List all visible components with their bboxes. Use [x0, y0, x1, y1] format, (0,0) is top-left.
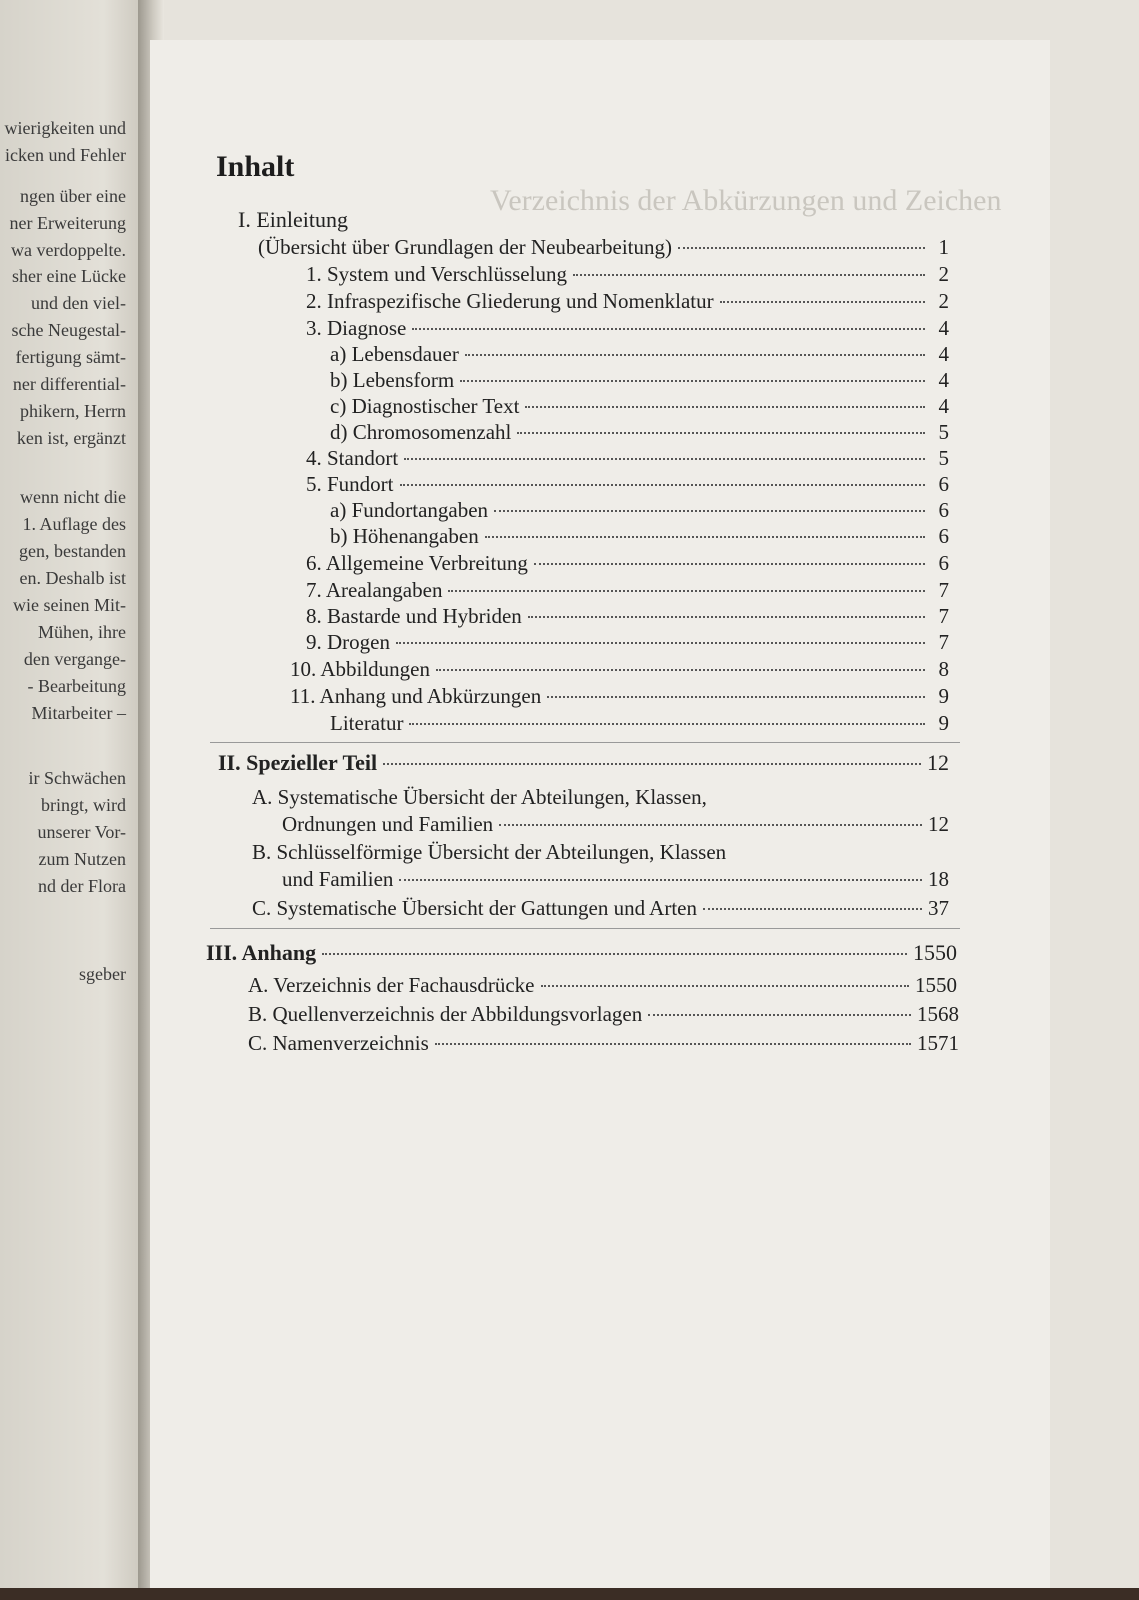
toc-entry-page: 4: [938, 368, 949, 392]
toc-entry-label: 4. Standort: [306, 446, 399, 470]
toc-entry-label: (Übersicht über Grundlagen der Neubearbeitung): [258, 235, 673, 259]
toc-entry-page: 1550: [913, 940, 957, 965]
toc-entry-page: 1571: [917, 1031, 959, 1055]
toc-entry[interactable]: [290, 657, 949, 682]
toc-entry[interactable]: [252, 896, 949, 921]
toc-leader-dots: [485, 536, 925, 538]
toc-entry[interactable]: [330, 394, 949, 419]
toc-section-label: II. Spezieller Teil: [218, 750, 378, 775]
toc-leader-dots: [528, 616, 925, 618]
toc-entry-page: 2: [938, 262, 949, 286]
toc-leader-dots: [720, 301, 925, 303]
toc-entry[interactable]: [330, 711, 949, 736]
toc-leader-dots: [534, 563, 925, 565]
toc-entry-page: 4: [938, 394, 949, 418]
toc-entry-label: 6. Allgemeine Verbreitung: [306, 551, 528, 575]
left-page-line: ken ist, ergänzt: [16, 428, 126, 448]
toc-leader-dots: [383, 763, 921, 765]
left-page-line: ngen über eine: [20, 186, 126, 206]
toc-leader-dots: [404, 458, 925, 460]
toc-entry-page: 6: [938, 498, 949, 522]
toc-leader-dots: [322, 953, 907, 955]
toc-entry-label: 2. Infraspezifische Gliederung und Nomenklatur: [306, 289, 714, 313]
toc-entry[interactable]: [330, 368, 949, 393]
toc-entry-label: b) Lebensform: [330, 368, 455, 392]
toc-entry-line2[interactable]: [282, 812, 949, 837]
bleed-through-title: Verzeichnis der Abkürzungen und Zeichen: [490, 184, 1002, 217]
toc-entry-page: 6: [938, 551, 949, 575]
toc-entry-page: 9: [938, 684, 949, 708]
toc-leader-dots: [412, 328, 925, 330]
left-page-line: - Bearbeitung: [27, 676, 126, 696]
left-page-line: ner differential-: [12, 374, 126, 394]
left-page-line: den vergange-: [23, 649, 126, 669]
toc-entry-page: 6: [938, 472, 949, 496]
toc-entry-label: 9. Drogen: [306, 630, 390, 654]
toc-entry[interactable]: [306, 289, 949, 314]
toc-entry-label: 5. Fundort: [306, 472, 394, 496]
toc-title: Inhalt: [216, 150, 295, 183]
toc-entry[interactable]: [330, 342, 949, 367]
toc-section-heading[interactable]: [218, 750, 949, 776]
toc-entry-page: 1550: [915, 973, 957, 997]
toc-leader-dots: [448, 590, 925, 592]
toc-leader-dots: [465, 354, 925, 356]
left-page-line: wierigkeiten und: [4, 118, 126, 138]
toc-leader-dots: [648, 1014, 911, 1016]
left-page-line: ner Erweiterung: [9, 213, 126, 233]
toc-section-heading[interactable]: [206, 940, 957, 966]
left-page-line: sche Neugestal-: [11, 320, 126, 340]
left-page-line: sher eine Lücke: [12, 266, 126, 286]
toc-entry-line1[interactable]: [252, 840, 726, 865]
toc-entry-page: 1: [938, 235, 949, 259]
toc-entry-label: B. Schlüsselförmige Übersicht der Abteilungen, Klassen: [252, 840, 727, 864]
left-page-line: zum Nutzen: [38, 849, 126, 869]
toc-entry-label: a) Fundortangaben: [330, 498, 489, 522]
toc-entry-page: 37: [928, 896, 949, 920]
toc-section-label: III. Anhang: [206, 940, 317, 965]
left-page-line: 1. Auflage des: [22, 514, 126, 534]
toc-entry-label: A. Systematische Übersicht der Abteilungen, Klassen,: [252, 785, 707, 809]
toc-entry[interactable]: [306, 262, 949, 287]
toc-entry-page: 2: [938, 289, 949, 313]
toc-entry-page: 4: [938, 342, 949, 366]
toc-entry-label: 1. System und Verschlüsselung: [306, 262, 567, 286]
left-page-line: wie seinen Mit-: [13, 595, 126, 615]
left-page-line: wenn nicht die: [20, 487, 126, 507]
section-divider: [210, 742, 960, 743]
left-page-line: gen, bestanden: [19, 541, 126, 561]
toc-leader-dots: [399, 879, 922, 881]
toc-entry-label: A. Verzeichnis der Fachausdrücke: [248, 973, 535, 997]
toc-entry-label: a) Lebensdauer: [330, 342, 459, 366]
toc-leader-dots: [525, 406, 925, 408]
toc-entry-page: 6: [938, 524, 949, 548]
toc-leader-dots: [435, 1043, 911, 1045]
toc-entry-label: 8. Bastarde und Hybriden: [306, 604, 522, 628]
toc-entry-line1[interactable]: [252, 785, 707, 810]
toc-entry-page: 5: [938, 420, 949, 444]
left-page-line: nd der Flora: [38, 876, 126, 896]
toc-leader-dots: [460, 380, 925, 382]
toc-entry-label: c) Diagnostischer Text: [330, 394, 520, 418]
toc-leader-dots: [678, 247, 925, 249]
toc-entry[interactable]: [306, 446, 949, 471]
toc-entry-label: Literatur: [330, 711, 404, 735]
toc-entry[interactable]: [306, 604, 949, 629]
toc-leader-dots: [494, 510, 925, 512]
toc-entry-page: 8: [938, 657, 949, 681]
left-page-line: Mühen, ihre: [38, 622, 126, 642]
section-divider: [210, 928, 960, 929]
toc-entry[interactable]: [306, 316, 949, 341]
toc-entry-page: 4: [938, 316, 949, 340]
toc-entry-label: d) Chromosomenzahl: [330, 420, 512, 444]
toc-entry-label: und Familien: [282, 867, 394, 891]
left-page-line: bringt, wird: [41, 795, 126, 815]
toc-entry-label: B. Quellenverzeichnis der Abbildungsvorlagen: [248, 1002, 643, 1026]
left-page-line: Mitarbeiter –: [31, 703, 126, 723]
toc-entry-label: b) Höhenangaben: [330, 524, 479, 548]
toc-leader-dots: [547, 696, 925, 698]
toc-entry-label: C. Namenverzeichnis: [248, 1031, 429, 1055]
toc-leader-dots: [703, 908, 922, 910]
toc-entry-label: 10. Abbildungen: [290, 657, 430, 681]
toc-leader-dots: [400, 484, 925, 486]
toc-entry-page: 7: [938, 578, 949, 602]
left-page-line: ir Schwächen: [28, 768, 126, 788]
left-page-line: fertigung sämt-: [15, 347, 126, 367]
toc-section-label: I. Einleitung: [238, 207, 348, 232]
toc-entry-page: 7: [938, 630, 949, 654]
toc-leader-dots: [396, 642, 925, 644]
toc-entry[interactable]: [306, 472, 949, 497]
toc-leader-dots: [517, 432, 925, 434]
toc-leader-dots: [573, 274, 925, 276]
toc-entry[interactable]: [306, 578, 949, 603]
toc-leader-dots: [499, 824, 922, 826]
left-page-line: sgeber: [79, 964, 126, 984]
left-page-line: wa verdoppelte.: [11, 240, 126, 260]
toc-entry-label: 3. Diagnose: [306, 316, 407, 340]
toc-entry[interactable]: [258, 235, 949, 260]
toc-entry-label: 11. Anhang und Abkürzungen: [290, 684, 542, 708]
toc-leader-dots: [541, 985, 909, 987]
toc-entry-page: 18: [928, 867, 949, 891]
toc-entry-line2[interactable]: [282, 867, 949, 892]
toc-entry[interactable]: [306, 551, 949, 576]
left-page-line: en. Deshalb ist: [19, 568, 126, 588]
toc-entry[interactable]: [248, 1031, 959, 1056]
toc-entry-page: 12: [927, 750, 949, 775]
toc-section-heading: [238, 207, 348, 233]
toc-entry[interactable]: [248, 973, 957, 998]
left-page-line: icken und Fehler: [5, 145, 126, 165]
toc-entry[interactable]: [330, 498, 949, 523]
toc-entry[interactable]: [330, 420, 949, 445]
toc-entry-page: 7: [938, 604, 949, 628]
toc-entry[interactable]: [306, 630, 949, 655]
toc-entry-page: 1568: [917, 1002, 959, 1026]
toc-entry-page: 12: [928, 812, 949, 836]
toc-entry-label: 7. Arealangaben: [306, 578, 443, 602]
toc-leader-dots: [409, 723, 925, 725]
left-page-line: unserer Vor-: [37, 822, 126, 842]
toc-entry-page: 5: [938, 446, 949, 470]
toc-leader-dots: [436, 669, 925, 671]
toc-entry-label: C. Systematische Übersicht der Gattungen und Arten: [252, 896, 697, 920]
toc-entry[interactable]: [330, 524, 949, 549]
left-page-line: und den viel-: [31, 293, 126, 313]
left-page-line: phikern, Herrn: [20, 401, 126, 421]
book-edge: [0, 1588, 1139, 1600]
toc-entry[interactable]: [290, 684, 949, 709]
toc-entry[interactable]: [248, 1002, 959, 1027]
toc-entry-label: Ordnungen und Familien: [282, 812, 494, 836]
toc-entry-page: 9: [938, 711, 949, 735]
